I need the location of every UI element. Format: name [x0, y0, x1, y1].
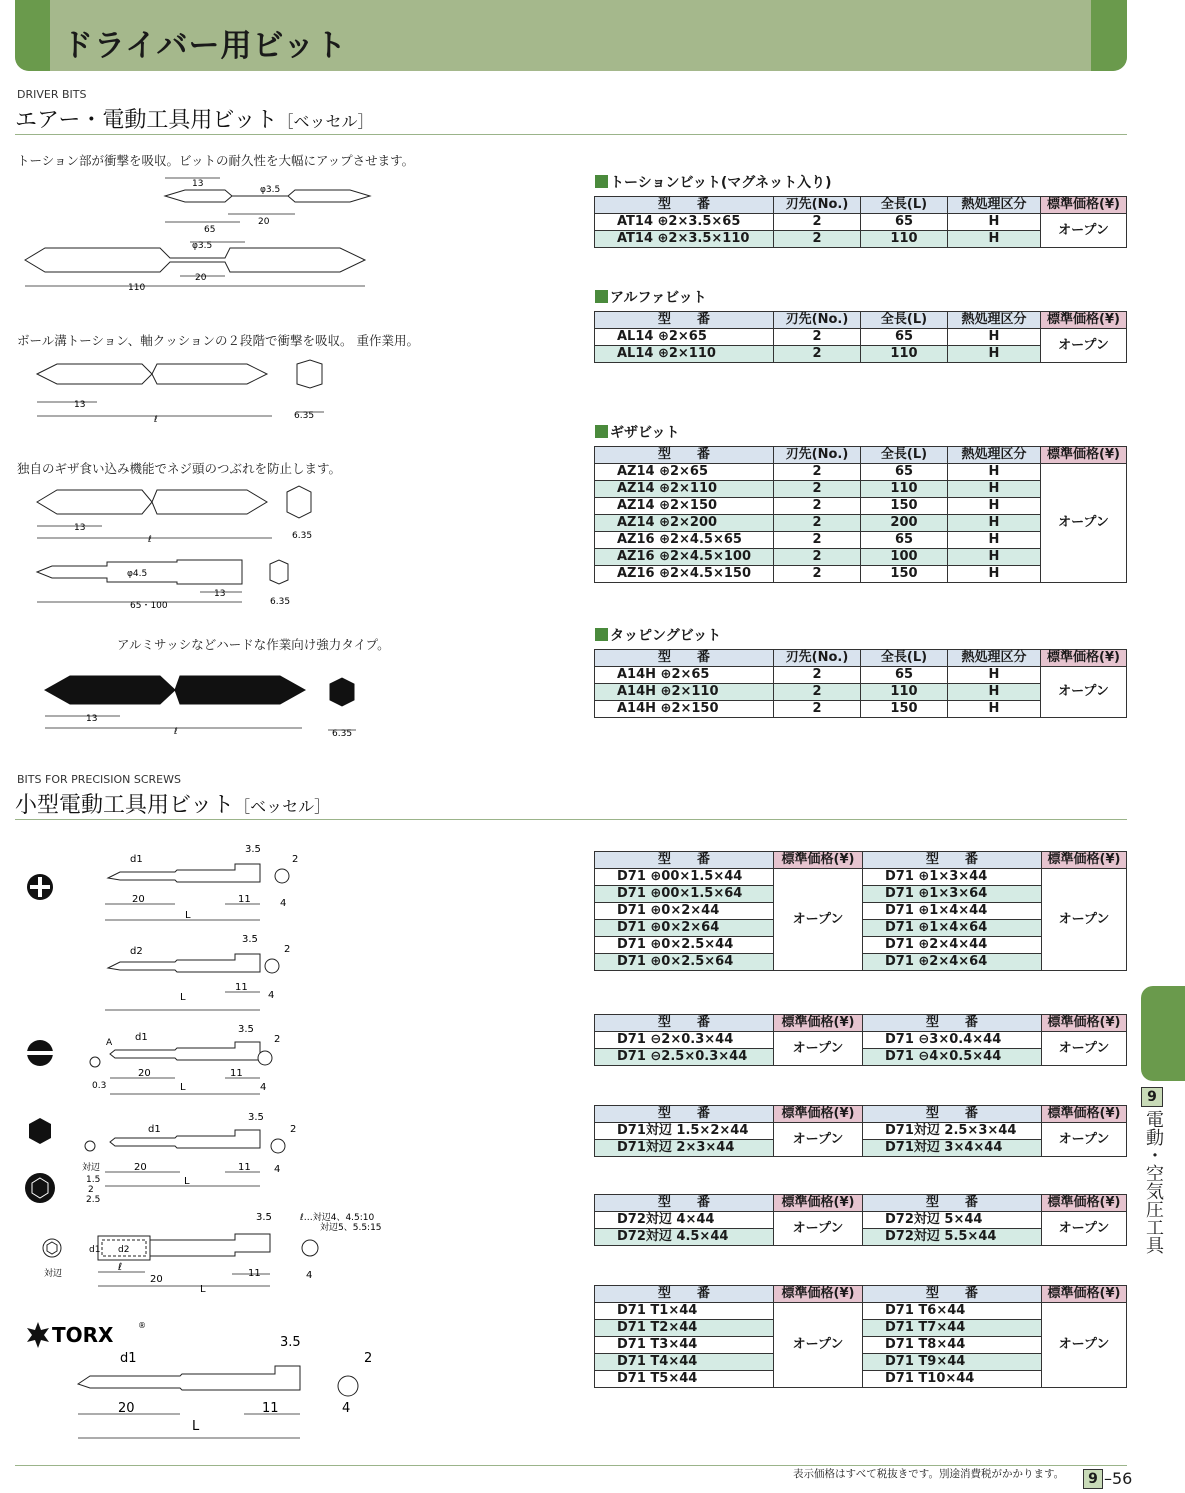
cell-length: 110 [861, 231, 948, 248]
dim-20-b: 20 [195, 273, 207, 283]
dim-11-torx: 11 [262, 1401, 279, 1416]
dim-65: 65 [204, 225, 216, 235]
dim-20-torx: 20 [118, 1401, 135, 1416]
torsion-table-title: トーションビット(マグネット入り) [595, 172, 832, 192]
desc-torsion: トーション部が衝撃を吸収。ビットの耐久性を大幅にアップさせます。 [17, 153, 415, 168]
cell-model-right: D71 ⊕1×3×64 [863, 886, 1042, 903]
cell-length: 110 [861, 684, 948, 701]
col-model-left: 型 番 [595, 1106, 774, 1123]
dim-d2-b: d2 [130, 946, 143, 957]
section1-rule [15, 134, 1127, 135]
table-header-row [595, 1106, 1127, 1123]
dim-4-pa: 4 [280, 898, 287, 909]
cell-model-left: D71 T3×44 [595, 1337, 774, 1354]
col-model-right: 型 番 [863, 1195, 1042, 1212]
cell-price-left: オープン [774, 1032, 863, 1066]
table-row [595, 869, 1127, 886]
dim-d1-a: d1 [130, 854, 143, 865]
dim-635-tap: 6.35 [332, 729, 353, 739]
section1-brand: ［ベッセル］ [277, 112, 374, 131]
cell-model-left: D71 T5×44 [595, 1371, 774, 1388]
dim-A: A [106, 1038, 113, 1048]
dim-13-giza: 13 [74, 523, 86, 533]
dim-35-h: 3.5 [248, 1112, 264, 1123]
cell-model: A14H ⊕2×65 [595, 667, 774, 684]
col-model: 型 番 [595, 650, 774, 667]
col-model-right: 型 番 [863, 1106, 1042, 1123]
cell-length: 65 [861, 464, 948, 481]
col-price-right: 標準価格(¥) [1042, 1015, 1127, 1032]
table-header-row [595, 197, 1127, 214]
cell-model-right: D71 ⊕1×4×64 [863, 920, 1042, 937]
cell-length: 150 [861, 498, 948, 515]
svg-text:TORX: TORX [52, 1323, 114, 1347]
cell-model-left: D71 ⊕0×2.5×44 [595, 937, 774, 954]
cell-tip: 2 [774, 532, 861, 549]
dim-l-alpha: ℓ [154, 415, 158, 425]
cell-length: 110 [861, 481, 948, 498]
section2-brand: ［ベッセル］ [234, 797, 331, 816]
section1-en-title: DRIVER BITS [17, 88, 87, 101]
dim-L-socket: L [200, 1284, 206, 1295]
cell-heat: H [948, 532, 1041, 549]
cell-model: AZ14 ⊕2×200 [595, 515, 774, 532]
cell-model-right: D72対辺 5×44 [863, 1212, 1042, 1229]
cell-price: オープン [1041, 667, 1127, 718]
cell-model-right: D71 T8×44 [863, 1337, 1042, 1354]
col-heat: 熱処理区分 [948, 197, 1041, 214]
cell-model-right: D71 ⊕1×4×44 [863, 903, 1042, 920]
cell-price-left: オープン [774, 1212, 863, 1246]
cell-model-right: D71対辺 3×4×44 [863, 1140, 1042, 1157]
dim-13-tap: 13 [86, 714, 98, 724]
dim-phi35-b: φ3.5 [192, 241, 213, 251]
alpha-table-title: アルファビット [595, 287, 707, 307]
dim-l-giza: ℓ [148, 535, 152, 545]
tapping-table-title: タッピングビット [595, 625, 721, 645]
col-price-right: 標準価格(¥) [1042, 1106, 1127, 1123]
cell-heat: H [948, 667, 1041, 684]
dim-110: 110 [128, 283, 146, 293]
cell-heat: H [948, 346, 1041, 363]
cell-model: AZ16 ⊕2×4.5×150 [595, 566, 774, 583]
col-price-right: 標準価格(¥) [1042, 852, 1127, 869]
dim-d1-s: d1 [135, 1032, 148, 1043]
page-number: –56 [1104, 1469, 1133, 1488]
cell-length: 150 [861, 701, 948, 718]
cell-heat: H [948, 464, 1041, 481]
cell-model-left: D71 ⊕00×1.5×64 [595, 886, 774, 903]
alpha-bit-diagram [32, 360, 332, 426]
section2-jp-text: 小型電動工具用ビット [15, 793, 235, 818]
table-row [595, 329, 1127, 346]
dim-635-giza2: 6.35 [270, 597, 291, 607]
cell-price-left: オープン [774, 1123, 863, 1157]
col-price-left: 標準価格(¥) [774, 852, 863, 869]
col-tip: 刃先(No.) [774, 650, 861, 667]
precision-table-hex-socket [594, 1194, 1127, 1246]
dim-phi35-a: φ3.5 [260, 185, 281, 195]
phillips-head-icon [27, 874, 53, 900]
dim-13-a: 13 [192, 179, 204, 189]
precision-table-hex [594, 1105, 1127, 1157]
cell-price-left: オープン [774, 869, 863, 971]
cell-tip: 2 [774, 684, 861, 701]
dim-635-alpha: 6.35 [294, 411, 315, 421]
dim-d1-socket: d1 [89, 1245, 101, 1255]
header-accent-right [1091, 0, 1127, 71]
section2-jp-title [15, 788, 330, 819]
cell-tip: 2 [774, 515, 861, 532]
dim-13-alpha: 13 [74, 400, 86, 410]
cell-model-right: D71 ⊖4×0.5×44 [863, 1049, 1042, 1066]
cell-heat: H [948, 515, 1041, 532]
torsion-bit-diagram [20, 170, 370, 295]
cell-model-left: D71 ⊖2.5×0.3×44 [595, 1049, 774, 1066]
cell-model: AZ14 ⊕2×110 [595, 481, 774, 498]
dim-35-a: 3.5 [245, 844, 261, 855]
dim-11-s: 11 [230, 1068, 243, 1079]
dim-L-h: L [184, 1176, 190, 1187]
cell-model-left: D71 T2×44 [595, 1320, 774, 1337]
cell-model: AL14 ⊕2×110 [595, 346, 774, 363]
section1-jp-title [15, 103, 373, 134]
col-price-right: 標準価格(¥) [1042, 1195, 1127, 1212]
dim-taihen-h: 対辺 [82, 1163, 101, 1173]
dim-ell-note1: ℓ…対辺4、4.5:10 [300, 1213, 375, 1223]
cell-model-right: D71 ⊖3×0.4×44 [863, 1032, 1042, 1049]
cell-tip: 2 [774, 329, 861, 346]
col-model: 型 番 [595, 312, 774, 329]
cell-model-right: D72対辺 5.5×44 [863, 1229, 1042, 1246]
col-model-left: 型 番 [595, 1286, 774, 1303]
col-model-left: 型 番 [595, 852, 774, 869]
col-price: 標準価格(¥) [1041, 650, 1127, 667]
col-model-right: 型 番 [863, 1015, 1042, 1032]
cell-model-right: D71 T9×44 [863, 1354, 1042, 1371]
precision-table-phillips [594, 851, 1127, 971]
col-price: 標準価格(¥) [1041, 447, 1127, 464]
cell-model-right: D71対辺 2.5×3×44 [863, 1123, 1042, 1140]
precision-bit-diagrams [20, 840, 382, 1450]
col-model: 型 番 [595, 447, 774, 464]
col-model: 型 番 [595, 197, 774, 214]
col-price-left: 標準価格(¥) [774, 1286, 863, 1303]
dim-11-pa: 11 [238, 894, 251, 905]
cell-length: 65 [861, 329, 948, 346]
giza-table-title: ギザビット [595, 422, 679, 442]
dim-20-pa: 20 [132, 894, 145, 905]
cell-model-left: D72対辺 4.5×44 [595, 1229, 774, 1246]
torsion-table [594, 196, 1127, 248]
col-heat: 熱処理区分 [948, 312, 1041, 329]
table-row [595, 1123, 1127, 1140]
cell-model-right: D71 ⊕2×4×64 [863, 954, 1042, 971]
cell-model: AZ16 ⊕2×4.5×65 [595, 532, 774, 549]
cell-tip: 2 [774, 701, 861, 718]
cell-length: 100 [861, 549, 948, 566]
cell-heat: H [948, 549, 1041, 566]
cell-length: 65 [861, 532, 948, 549]
cell-model: AT14 ⊕2×3.5×65 [595, 214, 774, 231]
dim-taihen-v2: 2 [88, 1185, 94, 1195]
cell-model: A14H ⊕2×110 [595, 684, 774, 701]
cell-tip: 2 [774, 481, 861, 498]
slotted-head-icon [27, 1040, 53, 1066]
precision-table-slotted [594, 1014, 1127, 1066]
cell-price: オープン [1041, 329, 1127, 363]
table-header-row [595, 447, 1127, 464]
dim-635-giza: 6.35 [292, 531, 313, 541]
col-price-right: 標準価格(¥) [1042, 1286, 1127, 1303]
cell-tip: 2 [774, 549, 861, 566]
col-model-right: 型 番 [863, 852, 1042, 869]
cell-tip: 2 [774, 566, 861, 583]
desc-tapping: アルミサッシなどハードな作業向け強力タイプ。 [117, 637, 390, 652]
cell-model: AZ16 ⊕2×4.5×100 [595, 549, 774, 566]
table-header-row [595, 1286, 1127, 1303]
cell-tip: 2 [774, 498, 861, 515]
cell-model-left: D71対辺 1.5×2×44 [595, 1123, 774, 1140]
col-price-left: 標準価格(¥) [774, 1195, 863, 1212]
col-tip: 刃先(No.) [774, 447, 861, 464]
dim-35-socket: 3.5 [256, 1212, 272, 1223]
cell-length: 65 [861, 214, 948, 231]
cell-model-left: D71対辺 2×3×44 [595, 1140, 774, 1157]
dim-2-a: 2 [292, 854, 299, 865]
col-length: 全長(L) [861, 650, 948, 667]
dim-20-socket: 20 [150, 1274, 163, 1285]
cell-price-right: オープン [1042, 1303, 1127, 1388]
tapping-table [594, 649, 1127, 718]
cell-model-right: D71 T7×44 [863, 1320, 1042, 1337]
cell-heat: H [948, 566, 1041, 583]
dim-taihen-s: 対辺 [44, 1269, 63, 1279]
giza-bit-diagram [32, 486, 332, 610]
table-row [595, 1303, 1127, 1320]
col-price: 標準価格(¥) [1041, 312, 1127, 329]
dim-35-s: 3.5 [238, 1024, 254, 1035]
dim-L-torx: L [192, 1419, 200, 1434]
dim-03: 0.3 [92, 1081, 107, 1091]
giza-table [594, 446, 1127, 583]
cell-length: 65 [861, 667, 948, 684]
cell-heat: H [948, 481, 1041, 498]
cell-model: A14H ⊕2×150 [595, 701, 774, 718]
cell-model-left: D71 ⊕0×2×44 [595, 903, 774, 920]
cell-model: AZ14 ⊕2×150 [595, 498, 774, 515]
table-row [595, 1032, 1127, 1049]
dim-11-h: 11 [238, 1162, 251, 1173]
dim-11-socket: 11 [248, 1268, 261, 1279]
dim-35-b: 3.5 [242, 934, 258, 945]
col-heat: 熱処理区分 [948, 650, 1041, 667]
cell-model-right: D71 T6×44 [863, 1303, 1042, 1320]
col-tip: 刃先(No.) [774, 312, 861, 329]
dim-20-a: 20 [258, 217, 270, 227]
dim-20-s: 20 [138, 1068, 151, 1079]
col-price-left: 標準価格(¥) [774, 1106, 863, 1123]
hex-head-icon [29, 1118, 51, 1144]
cell-tip: 2 [774, 231, 861, 248]
cell-heat: H [948, 231, 1041, 248]
col-model-left: 型 番 [595, 1195, 774, 1212]
table-row [595, 667, 1127, 684]
table-header-row [595, 650, 1127, 667]
cell-model-left: D71 ⊕00×1.5×44 [595, 869, 774, 886]
cell-heat: H [948, 214, 1041, 231]
col-heat: 熱処理区分 [948, 447, 1041, 464]
dim-4-socket: 4 [306, 1270, 313, 1281]
page-chapter-box: 9 [1083, 1469, 1103, 1489]
cell-model-left: D71 T4×44 [595, 1354, 774, 1371]
section1-jp-text: エアー・電動工具用ビット [15, 108, 278, 133]
cell-heat: H [948, 498, 1041, 515]
col-length: 全長(L) [861, 447, 948, 464]
cell-tip: 2 [774, 464, 861, 481]
table-row [595, 1212, 1127, 1229]
cell-length: 150 [861, 566, 948, 583]
cell-model-right: D71 ⊕2×4×44 [863, 937, 1042, 954]
dim-taihen-vals: 1.5 [86, 1175, 101, 1185]
dim-l-tap: ℓ [174, 727, 178, 737]
dim-11-pb: 11 [235, 982, 248, 993]
precision-table-torx [594, 1285, 1127, 1388]
col-model-right: 型 番 [863, 1286, 1042, 1303]
cell-length: 110 [861, 346, 948, 363]
table-header-row [595, 1015, 1127, 1032]
cell-model-left: D71 ⊕0×2×64 [595, 920, 774, 937]
dim-2-h: 2 [290, 1124, 297, 1135]
cell-tip: 2 [774, 346, 861, 363]
header-accent-left [15, 0, 50, 71]
col-price-left: 標準価格(¥) [774, 1015, 863, 1032]
dim-4-pb: 4 [268, 990, 275, 1001]
cell-model-right: D71 T10×44 [863, 1371, 1042, 1388]
chapter-label: 電動・空気圧工具 [1143, 1110, 1164, 1254]
chapter-tab [1141, 986, 1185, 1081]
cell-length: 200 [861, 515, 948, 532]
dim-L-pa: L [185, 910, 191, 921]
dim-L-pb: L [180, 992, 186, 1003]
cell-price-right: オープン [1042, 1212, 1127, 1246]
dim-20-h: 20 [134, 1162, 147, 1173]
cell-model: AL14 ⊕2×65 [595, 329, 774, 346]
dim-d1-h: d1 [148, 1124, 161, 1135]
table-header-row [595, 1195, 1127, 1212]
table-header-row [595, 852, 1127, 869]
cell-model-right: D71 ⊕1×3×44 [863, 869, 1042, 886]
cell-model-left: D71 ⊕0×2.5×64 [595, 954, 774, 971]
section2-rule [15, 819, 1127, 820]
col-tip: 刃先(No.) [774, 197, 861, 214]
cell-model-left: D72対辺 4×44 [595, 1212, 774, 1229]
cell-price-right: オープン [1042, 1032, 1127, 1066]
dim-2-b: 2 [284, 944, 291, 955]
cell-price: オープン [1041, 214, 1127, 248]
dim-35-torx: 3.5 [280, 1335, 301, 1350]
dim-d1-torx: d1 [120, 1351, 137, 1366]
cell-price-left: オープン [774, 1303, 863, 1388]
dim-phi45: φ4.5 [127, 569, 148, 579]
table-row [595, 464, 1127, 481]
cell-tip: 2 [774, 214, 861, 231]
dim-65100: 65・100 [130, 601, 168, 611]
svg-text:®: ® [138, 1321, 146, 1330]
dim-2-s: 2 [274, 1034, 281, 1045]
footer-tax-note: 表示価格はすべて税抜きです。別途消費税がかかります。 [793, 1468, 1065, 1480]
col-length: 全長(L) [861, 312, 948, 329]
dim-13-giza2: 13 [214, 589, 226, 599]
col-length: 全長(L) [861, 197, 948, 214]
dim-d2-socket: d2 [118, 1245, 130, 1255]
cell-model: AT14 ⊕2×3.5×110 [595, 231, 774, 248]
desc-alpha: ボール溝トーション、軸クッションの２段階で衝撃を吸収。 重作業用。 [17, 333, 419, 348]
table-header-row [595, 312, 1127, 329]
cell-price: オープン [1041, 464, 1127, 583]
col-model-left: 型 番 [595, 1015, 774, 1032]
tapping-bit-diagram [40, 672, 370, 742]
dim-ell-note2: 対辺5、5.5:15 [320, 1223, 382, 1233]
cell-model: AZ14 ⊕2×65 [595, 464, 774, 481]
page-title: ドライバー用ビット [62, 28, 348, 64]
cell-model-left: D71 T1×44 [595, 1303, 774, 1320]
hex-socket-icon [25, 1173, 55, 1203]
dim-4-torx: 4 [342, 1401, 351, 1416]
torx-logo [27, 1321, 146, 1348]
cell-tip: 2 [774, 667, 861, 684]
col-price: 標準価格(¥) [1041, 197, 1127, 214]
cell-heat: H [948, 701, 1041, 718]
table-row [595, 214, 1127, 231]
desc-giza: 独自のギザ食い込み機能でネジ頭のつぶれを防止します。 [17, 461, 342, 476]
cell-heat: H [948, 684, 1041, 701]
dim-4-s: 4 [260, 1082, 267, 1093]
cell-model-left: D71 ⊖2×0.3×44 [595, 1032, 774, 1049]
dim-4-h: 4 [274, 1164, 281, 1175]
dim-l-socket: ℓ [118, 1262, 123, 1273]
dim-L-s: L [180, 1082, 186, 1093]
cell-heat: H [948, 329, 1041, 346]
dim-taihen-v3: 2.5 [86, 1195, 101, 1205]
chapter-number: 9 [1141, 1087, 1163, 1107]
cell-price-right: オープン [1042, 1123, 1127, 1157]
section2-en-title: BITS FOR PRECISION SCREWS [17, 773, 181, 786]
cell-price-right: オープン [1042, 869, 1127, 971]
dim-2-torx: 2 [364, 1351, 373, 1366]
alpha-table [594, 311, 1127, 363]
